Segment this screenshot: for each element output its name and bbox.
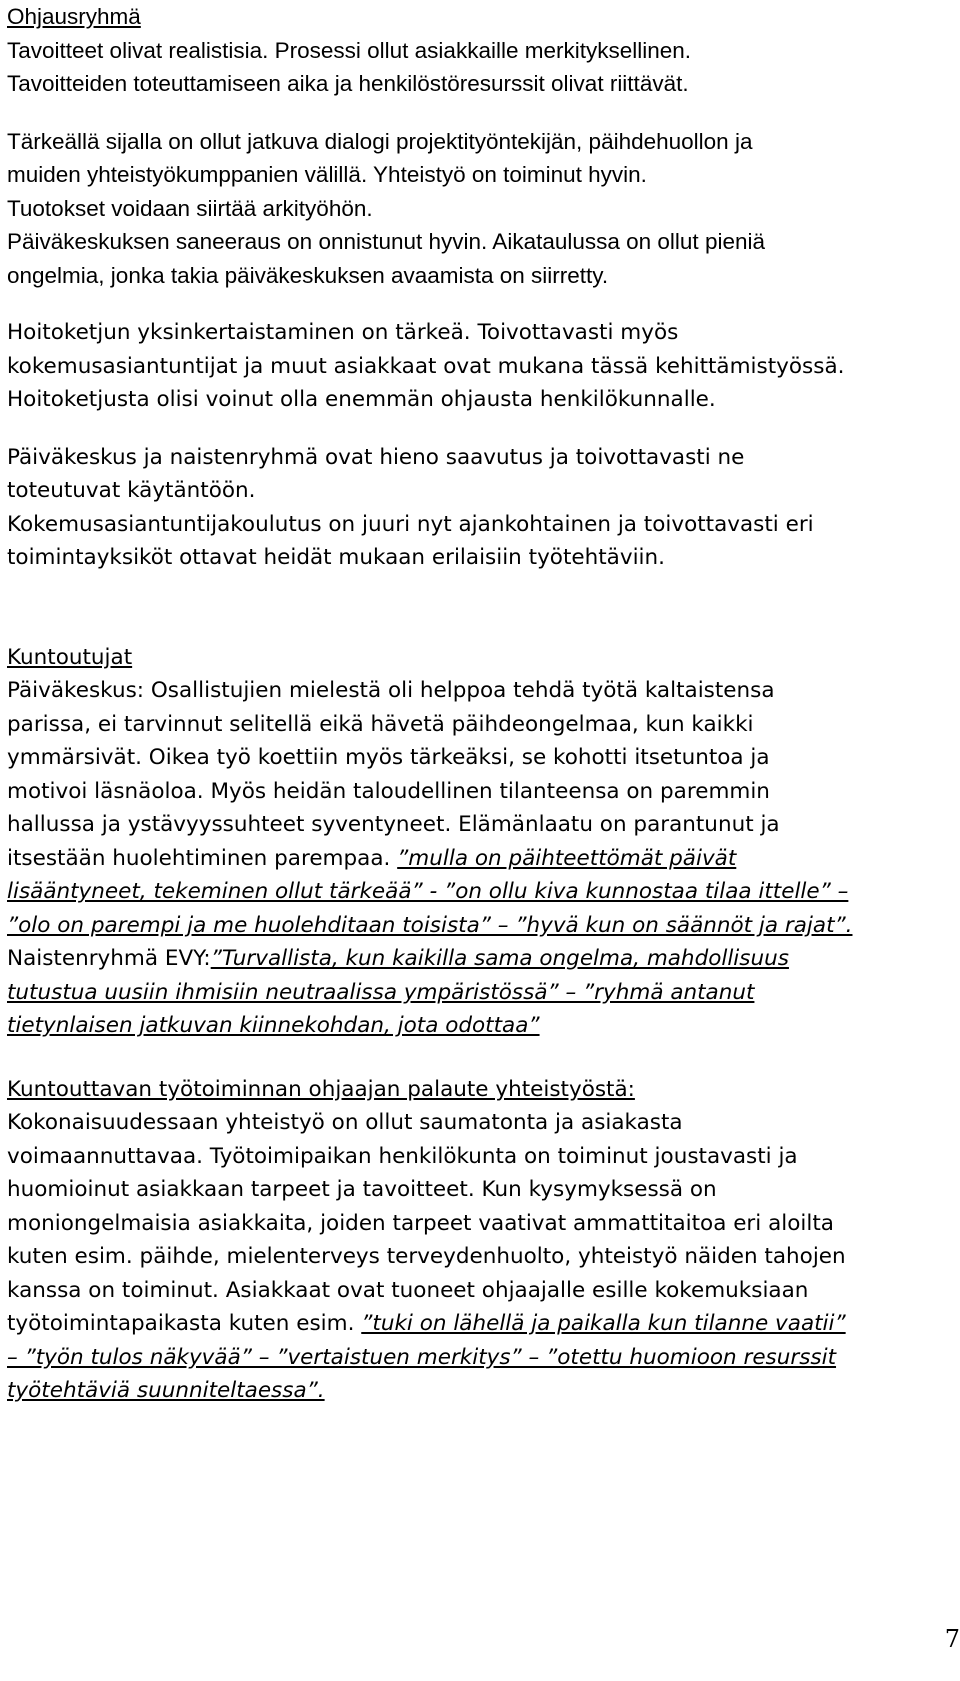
text-line: Tavoitteet olivat realistisia. Prosessi ollut asiakkaille merkityksellinen. <box>7 37 692 63</box>
text-line: hallussa ja ystävyyssuhteet syventyneet. Elämänlaatu on parantunut ja <box>7 812 780 837</box>
text-line: Kokonaisuudessaan yhteistyö on ollut saumatonta ja asiakasta <box>7 1110 683 1135</box>
section-heading: Kuntoutujat <box>7 644 133 670</box>
text-line: ymmärsivät. Oikea työ koettiin myös tärkeäksi, se kohotti itsetuntoa ja <box>7 745 770 770</box>
text-line: kuten esim. päihde, mielenterveys terveydenhuolto, yhteistyö näiden tahojen <box>7 1244 846 1269</box>
text-line: Päiväkeskus: Osallistujien mielestä oli helppoa tehdä työtä kaltaistensa <box>7 678 775 703</box>
text-line <box>7 976 952 1010</box>
text-line: huomioinut asiakkaan tarpeet ja tavoitteet. Kun kysymyksessä on <box>7 1177 717 1202</box>
text-line <box>7 1341 952 1375</box>
text-line <box>7 1374 952 1408</box>
text-run: Naistenryhmä EVY: <box>7 946 211 971</box>
text-line: Tärkeällä sijalla on ollut jatkuva dialogi projektityöntekijän, päihdehuollon ja <box>7 128 753 154</box>
text-line: toteutuvat käytäntöön. <box>7 478 256 503</box>
text-line <box>7 842 952 876</box>
quote-run: ”olo on parempi ja me huolehditaan toisista” – ”hyvä kun on säännöt ja rajat”. <box>7 912 853 938</box>
text-line: moniongelmaisia asiakkaita, joiden tarpeet vaativat ammattitaitoa eri aloilta <box>7 1210 834 1236</box>
quote-run: ”mulla on päihteettömät päivät <box>397 845 737 871</box>
text-line <box>7 875 952 909</box>
section-heading: Kuntouttavan työtoiminnan ohjaajan palaute yhteistyöstä: <box>7 1076 635 1102</box>
section-kuntoutujat <box>7 641 952 1043</box>
text-line: voimaannuttavaa. Työtoimipaikan henkilökunta on toiminut joustavasti ja <box>7 1143 798 1169</box>
quote-run: ”tuki on lähellä ja paikalla kun tilanne vaatii” <box>361 1311 846 1336</box>
text-line: Tavoitteiden toteuttamiseen aika ja henkilöstöresurssit olivat riittävät. <box>7 71 689 96</box>
section-ohjausryhma <box>7 0 952 292</box>
text-line <box>7 942 952 976</box>
text-line: Hoitoketjun yksinkertaistaminen on tärkeä. Toivottavasti myös <box>7 320 679 345</box>
text-line: Hoitoketjusta olisi voinut olla enemmän ohjausta henkilökunnalle. <box>7 387 716 412</box>
text-line: Päiväkeskus ja naistenryhmä ovat hieno saavutus ja toivottavasti ne <box>7 444 745 470</box>
quote-run: ”Turvallista, kun kaikilla sama ongelma, mahdollisuus <box>210 946 789 971</box>
text-line: kanssa on toiminut. Asiakkaat ovat tuoneet ohjaajalle esille kokemuksiaan <box>7 1277 809 1303</box>
text-line: toimintayksiköt ottavat heidät mukaan erilaisiin työtehtäviin. <box>7 545 665 570</box>
document-page <box>7 0 952 1408</box>
section-ohjaajan-palaute <box>7 1073 952 1408</box>
quote-run: työtehtäviä suunniteltaessa”. <box>7 1378 325 1403</box>
text-line: Kokemusasiantuntijakoulutus on juuri nyt ajankohtainen ja toivottavasti eri <box>7 511 814 537</box>
text-line: parissa, ei tarvinnut selitellä eikä hävetä päihdeongelmaa, kun kaikki <box>7 711 754 737</box>
text-line: Tuotokset voidaan siirtää arkityöhön. <box>7 195 373 221</box>
quote-run: tutustua uusiin ihmisiin neutraalissa ympäristössä” – ”ryhmä antanut <box>7 979 755 1005</box>
text-line: ongelmia, jonka takia päiväkeskuksen avaamista on siirretty. <box>7 262 609 288</box>
text-line: kokemusasiantuntijat ja muut asiakkaat ovat mukana tässä kehittämistyössä. <box>7 353 845 379</box>
text-line: muiden yhteistyökumppanien välillä. Yhteistyö on toiminut hyvin. <box>7 162 647 187</box>
page-number: 7 <box>944 1625 960 1653</box>
text-line: Päiväkeskuksen saneeraus on onnistunut hyvin. Aikataulussa on ollut pieniä <box>7 229 765 254</box>
text-line <box>7 1009 952 1043</box>
section-heading: Ohjausryhmä <box>7 4 141 29</box>
quote-run: tietynlaisen jatkuvan kiinnekohdan, jota odottaa” <box>7 1013 540 1038</box>
quote-run: – ”työn tulos näkyvää” – ”vertaistuen merkitys” – ”otettu huomioon resurssit <box>7 1344 837 1370</box>
text-line <box>7 1307 952 1341</box>
quote-run: lisääntyneet, tekeminen ollut tärkeää” - ”on ollu kiva kunnostaa tilaa ittelle” – <box>7 879 849 904</box>
text-run: itsestään huolehtiminen parempaa. <box>7 845 398 871</box>
text-run: työtoimintapaikasta kuten esim. <box>7 1311 362 1336</box>
text-line: motivoi läsnäoloa. Myös heidän taloudellinen tilanteensa on paremmin <box>7 778 770 804</box>
text-line <box>7 909 952 943</box>
